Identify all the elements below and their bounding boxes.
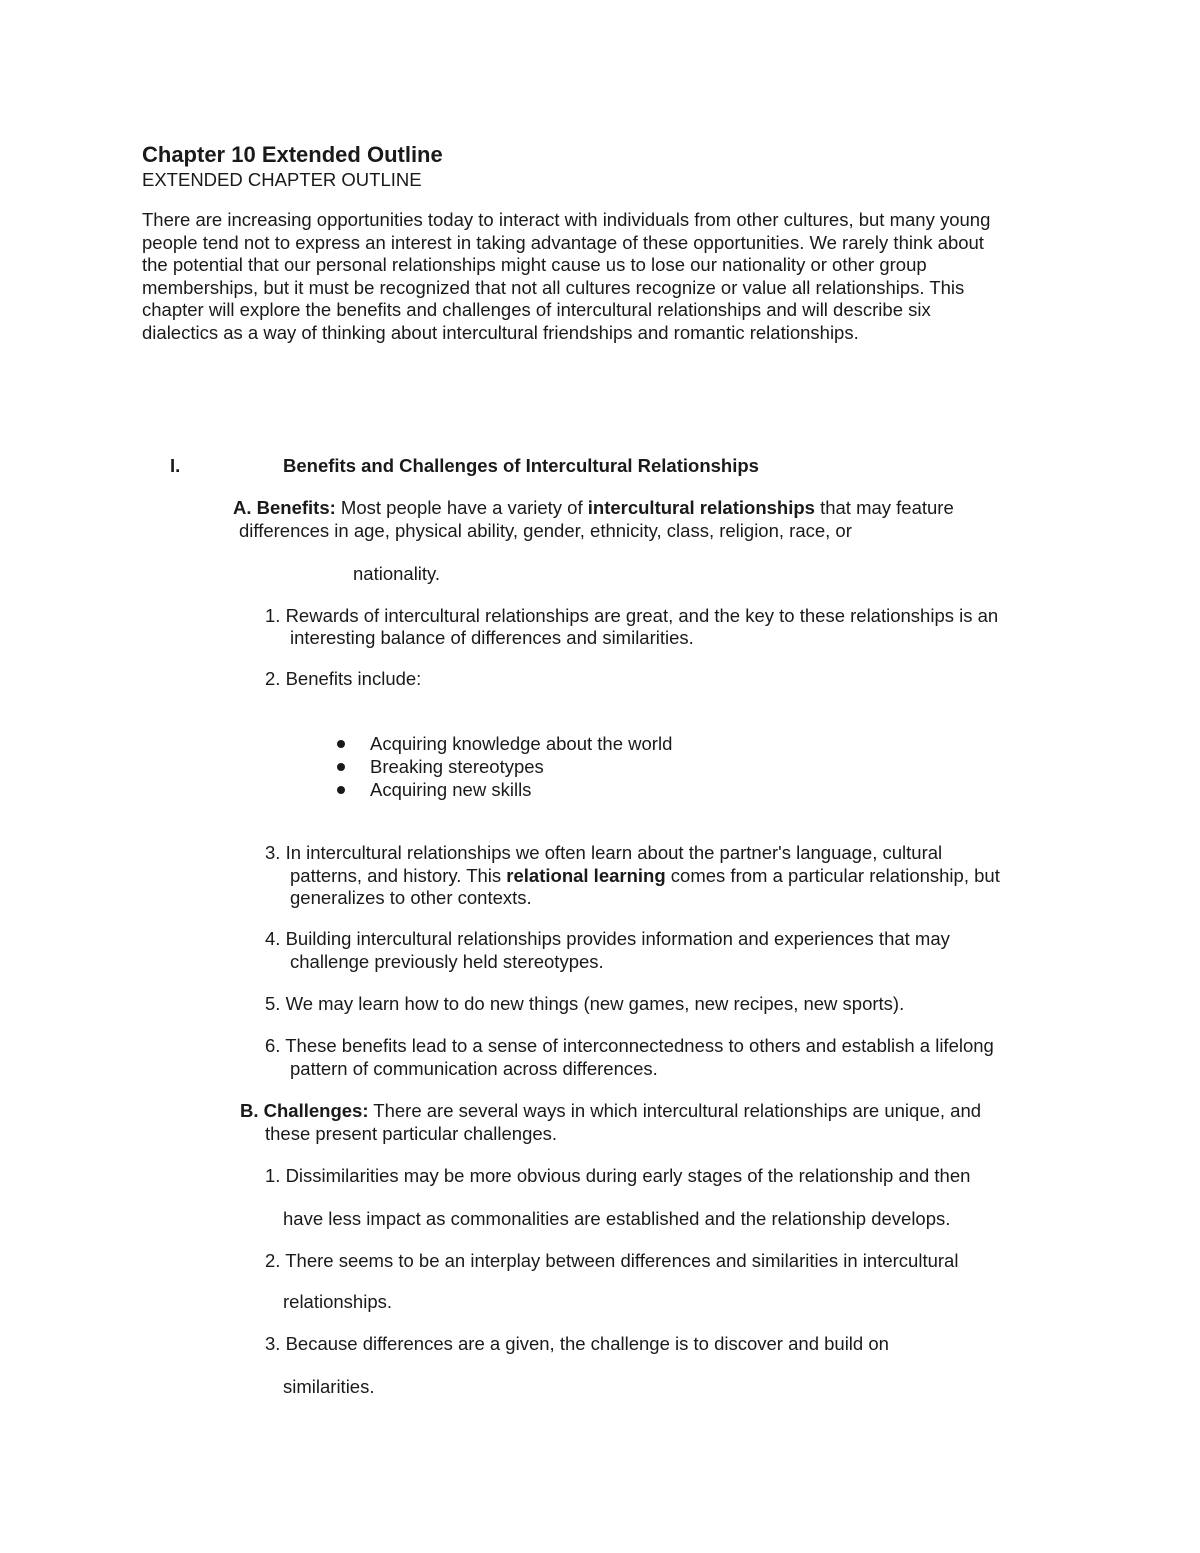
challenges-line: these present particular challenges. (265, 1123, 558, 1144)
benefit-item-text: 4. Building intercultural relationships provides information and experiences that may (265, 928, 950, 949)
challenge-item-text: have less impact as commonalities are established and the relationship develops. (283, 1208, 951, 1229)
challenge-item-text: relationships. (283, 1291, 393, 1312)
benefit-item-line (290, 864, 1000, 887)
benefit-item-text: interesting balance of differences and similarities. (290, 627, 694, 648)
benefit-item-text: comes from a particular relationship, but (665, 865, 1000, 886)
benefit-item-text: 3. In intercultural relationships we often learn about the partner's language, cultural (265, 842, 943, 863)
intro-line: chapter will explore the benefits and challenges of intercultural relationships and will describe six (142, 299, 931, 321)
benefit-item-text: 2. Benefits include: (265, 668, 422, 689)
challenges-paragraph-line (240, 1099, 981, 1122)
benefits-term: intercultural relationships (587, 497, 815, 518)
intro-line: dialectics as a way of thinking about intercultural friendships and romantic relationships. (142, 321, 859, 343)
bullet-item: Acquiring new skills (370, 779, 532, 800)
challenge-item-text: 2. There seems to be an interplay between differences and similarities in intercultural (265, 1250, 959, 1271)
benefits-text: that may feature (814, 497, 954, 518)
challenges-text: There are several ways in which intercultural relationships are unique, and (368, 1100, 982, 1121)
benefit-item-text: challenge previously held stereotypes. (290, 951, 604, 972)
bullet-item: Breaking stereotypes (370, 756, 544, 777)
challenge-item-text: 1. Dissimilarities may be more obvious during early stages of the relationship and then (265, 1165, 971, 1186)
section-heading: Benefits and Challenges of Intercultural Relationships (283, 455, 759, 476)
benefit-item-text: patterns, and history. This (290, 865, 507, 886)
bullet-icon (337, 786, 345, 794)
intro-line: There are increasing opportunities today to interact with individuals from other cultures, but many young (142, 209, 991, 230)
benefit-item-text: 5. We may learn how to do new things (new games, new recipes, new sports). (265, 993, 905, 1014)
intro-line: people tend not to express an interest in taking advantage of these opportunities. We rarely think about (142, 231, 984, 253)
benefits-line: differences in age, physical ability, gender, ethnicity, class, religion, race, or (239, 520, 852, 541)
intro-paragraph (142, 209, 1062, 345)
section-numeral: I. (170, 455, 181, 476)
challenge-item-text: 3. Because differences are a given, the challenge is to discover and build on (265, 1333, 889, 1354)
benefit-item-text: 1. Rewards of intercultural relationships are great, and the key to these relationships is an (265, 605, 999, 626)
challenges-label: B. Challenges: (240, 1100, 369, 1121)
bullet-item: Acquiring knowledge about the world (370, 733, 673, 754)
intro-line: the potential that our personal relationships might cause us to lose our nationality or other group (142, 254, 927, 276)
benefits-paragraph-line (233, 496, 954, 519)
benefits-line: nationality. (353, 563, 441, 584)
benefit-item-text: 6. These benefits lead to a sense of interconnectedness to others and establish a lifelong (265, 1035, 994, 1056)
document-subtitle: EXTENDED CHAPTER OUTLINE (142, 169, 422, 190)
bullet-icon (337, 740, 345, 748)
benefit-item-text: generalizes to other contexts. (290, 887, 532, 908)
challenge-item-text: similarities. (283, 1376, 375, 1397)
benefits-label: A. Benefits: (233, 497, 336, 518)
benefits-text: Most people have a variety of (335, 497, 588, 518)
document-title: Chapter 10 Extended Outline (142, 142, 443, 167)
bullet-icon (337, 763, 345, 771)
benefit-item-text: pattern of communication across differences. (290, 1058, 658, 1079)
intro-line: memberships, but it must be recognized that not all cultures recognize or value all relationships. This (142, 276, 965, 298)
relational-learning-term: relational learning (506, 865, 666, 886)
